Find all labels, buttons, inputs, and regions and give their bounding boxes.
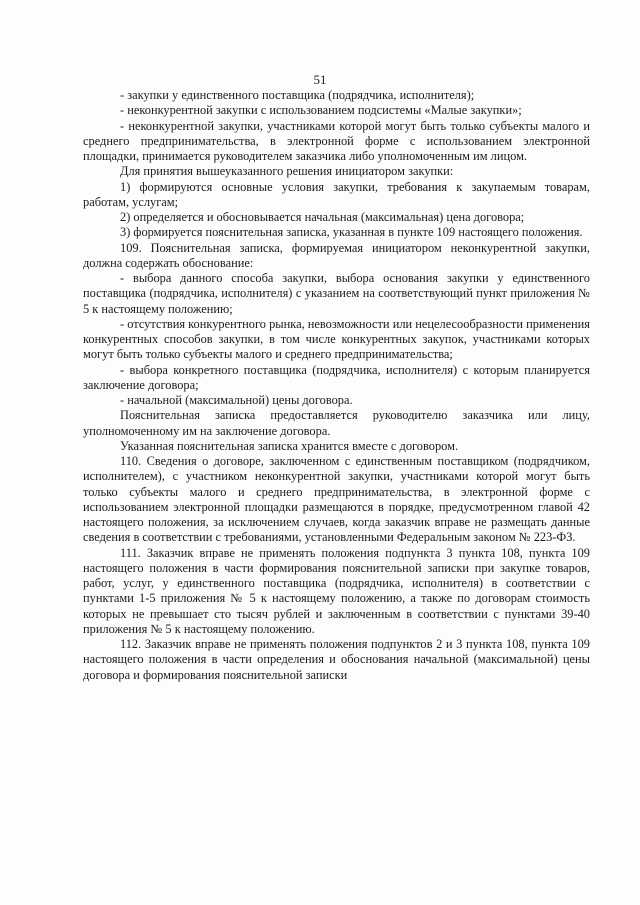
paragraph: - выбора данного способа закупки, выбора основания закупки у единственного поставщика (подрядчика, исполнителя) с указанием на соответствующий пункт приложения № 5 к настоящему положению; [83, 271, 590, 316]
paragraph: Пояснительная записка предоставляется руководителю заказчика или лицу, уполномоченному им на заключение договора. [83, 408, 590, 438]
paragraph: 109. Пояснительная записка, формируемая инициатором неконкурентной закупки, должна содержать обоснование: [83, 240, 590, 270]
paragraph: - неконкурентной закупки с использованием подсистемы «Малые закупки»; [120, 103, 522, 118]
page-number: 51 [313, 72, 327, 87]
paragraph: 1) формируются основные условия закупки, требования к закупаемым товарам, работам, услугам; [83, 179, 590, 209]
paragraph: 2) определяется и обосновывается начальная (максимальная) цена договора; [120, 210, 525, 224]
paragraph: - выбора конкретного поставщика (подрядчика, исполнителя) с которым планируется заключение договора; [83, 362, 590, 392]
paragraph: - закупки у единственного поставщика (подрядчика, исполнителя); [120, 88, 475, 102]
paragraph: Указанная пояснительная записка хранится вместе с договором. [120, 438, 459, 453]
paragraph: 3) формируется пояснительная записка, указанная в пункте 109 настоящего положения. [120, 225, 583, 240]
paragraph: - начальной (максимальной) цены договора. [120, 393, 353, 407]
paragraph: 111. Заказчик вправе не применять положения подпункта 3 пункта 108, пункта 109 настоящего положения в части формирования пояснительной записки при закупке товаров, работ, услуг, у единственного поставщика (подрядчика, исполнителя) в соответствии с пунктами 1-5 приложения № 5 к настоящему положению, а также по договорам стоимость которых не превышает сто тысяч рублей и заключенным в соответствии с пунктами 39-40 приложения № 5 к настоящему положению. [83, 545, 590, 636]
paragraph: 110. Сведения о договоре, заключенном с единственным поставщиком (подрядчиком, исполнителем), с участником неконкурентной закупки, участниками которой могут быть только субъекты малого и среднего предпринимательства, в электронной форме с использованием электронной площадки размещаются в порядке, предусмотренном главой 42 настоящего положения, за исключением случаев, когда заказчик вправе не размещать данные сведения в соответствии с требованиями, установленными Федеральным законом № 223-ФЗ. [83, 454, 590, 545]
paragraph: - неконкурентной закупки, участниками которой могут быть только субъекты малого и среднего предпринимательства, в электронной форме с использованием электронной площадки, принимается руководителем заказчика либо уполномоченным им лицом. [83, 118, 590, 163]
paragraph: Для принятия вышеуказанного решения инициатором закупки: [120, 164, 454, 179]
paragraph: 112. Заказчик вправе не применять положения подпунктов 2 и 3 пункта 108, пункта 109 настоящего положения в части определения и обоснования начальной (максимальной) цены договора и формирования пояснительной записки [83, 637, 590, 682]
paragraph: - отсутствия конкурентного рынка, невозможности или нецелесообразности применения конкурентных способов закупки, в том числе конкурентных закупок, участниками которых могут быть только субъекты малого и среднего предпринимательства; [83, 316, 590, 362]
document-body [83, 88, 590, 683]
